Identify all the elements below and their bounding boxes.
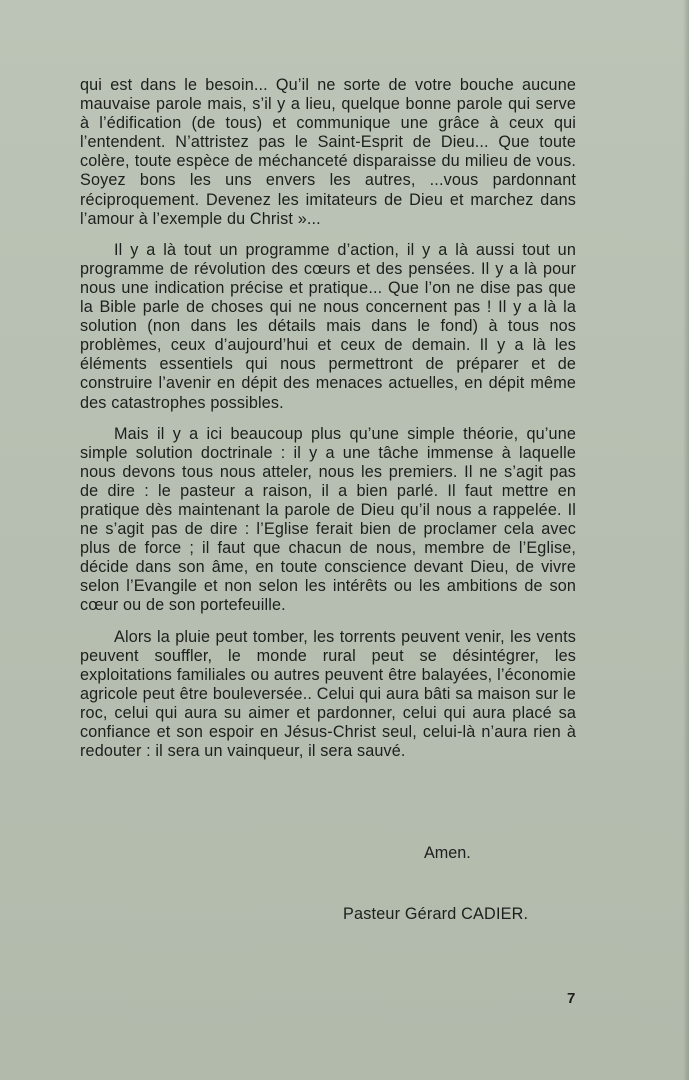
paragraph-4: Alors la pluie peut tomber, les torrents peuvent venir, les vents peuvent souffler, le monde rural peut se désintégrer, les exploitations familiales ou autres peuvent être balayées, l’économie agricole peut être bouleversée.. Celui qui aura bâti sa maison sur le roc, celui qui aura su aimer et pardonner, celui qui aura placé sa confiance et son espoir en Jésus-Christ seul, celui-là n’aura rien à redouter : il sera un vainqueur, il sera sauvé. [80,627,576,761]
page-number: 7 [567,990,576,1007]
closing-amen: Amen. [424,844,471,862]
author-signature: Pasteur Gérard CADIER. [343,905,529,923]
paragraph-1: qui est dans le besoin... Qu’il ne sorte de votre bouche aucune mauvaise parole mais, s’il y a lieu, quelque bonne parole qui serve à l’édification (de tous) et communique une grâce à ceux qui l’entendent. N’attristez pas le Saint-Esprit de Dieu... Que toute colère, toute espèce de méchanceté disparaisse du milieu de vous. Soyez bons les uns envers les autres, ...vous pardonnant réciproquement. Devenez les imitateurs de Dieu et marchez dans l’amour à l’exemple du Christ »... [80,76,576,228]
page-edge-shadow [683,0,689,1080]
sermon-body [80,76,576,761]
paragraph-3: Mais il y a ici beaucoup plus qu’une simple théorie, qu’une simple solution doctrinale : il y a une tâche immense à laquelle nous devons tous nous atteler, nous les premiers. Il ne s’agit pas de dire : le pasteur a raison, il a bien parlé. Il faut mettre en pratique dès maintenant la parole de Dieu qu’il nous a rappelée. Il ne s’agit pas de dire : l’Eglise ferait bien de proclamer cela avec plus de force ; il faut que chacun de nous, membre de l’Eglise, décide dans son âme, en toute conscience devant Dieu, de vivre selon l’Evangile et non selon les intérêts ou les ambitions de son cœur ou de son portefeuille. [80,424,576,615]
paragraph-2: Il y a là tout un programme d’action, il y a là aussi tout un programme de révolution des cœurs et des pensées. Il y a là pour nous une indication précise et pratique... Que l’on ne dise pas que la Bible parle de choses qui ne nous concernent pas ! Il y a là la solution (non dans les détails mais dans le fond) à tous nos problèmes, ceux d’aujourd’hui et ceux de demain. Il y a là les éléments essentiels qui nous permettront de préparer et de construire l’avenir en dépit des menaces actuelles, en dépit même des catastrophes possibles. [80,240,576,412]
